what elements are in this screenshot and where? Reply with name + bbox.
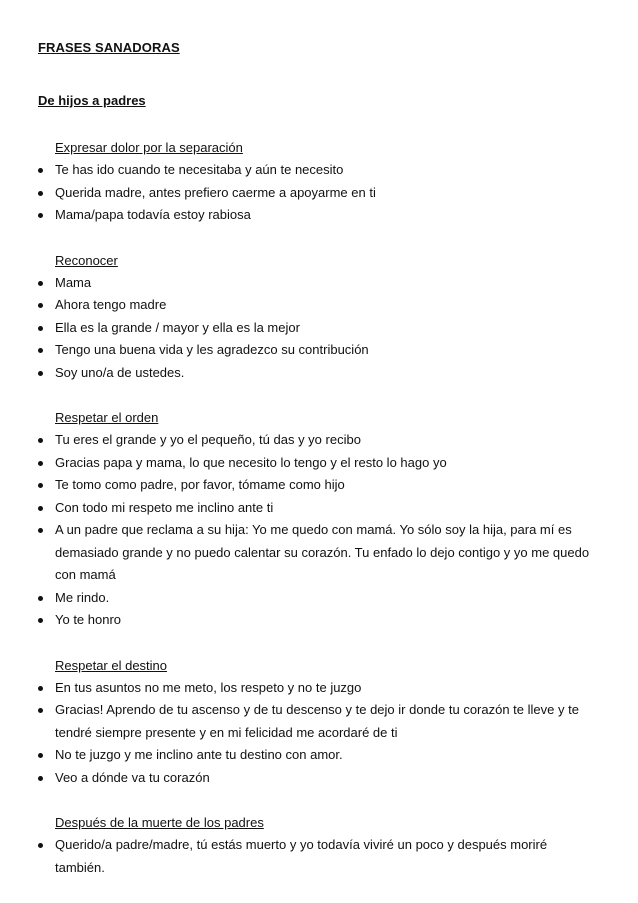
section-heading: Respetar el orden xyxy=(55,410,159,425)
bullet-icon xyxy=(38,776,43,781)
list-item-text: En tus asuntos no me meto, los respeto y no te juzgo xyxy=(55,679,362,695)
list-item xyxy=(38,587,598,610)
phrase-list xyxy=(38,159,598,227)
section-heading: Respetar el destino xyxy=(55,657,168,673)
list-item-text: Gracias! Aprendo de tu ascenso y de tu descenso y te dejo ir donde tu corazón te lleve y te tendré siempre presente y en mi felicidad me acordaré de ti xyxy=(55,702,579,740)
section-heading: Reconocer xyxy=(55,252,118,268)
list-item xyxy=(38,182,598,205)
list-item xyxy=(38,834,598,879)
list-item-text: Te tomo como padre, por favor, tómame como hijo xyxy=(55,477,345,492)
list-item xyxy=(38,272,598,295)
section-heading: Después de la muerte de los padres xyxy=(55,815,264,830)
list-item-text: Tu eres el grande y yo el pequeño, tú das y yo recibo xyxy=(55,432,361,447)
list-item-text: Tengo una buena vida y les agradezco su contribución xyxy=(55,342,369,357)
section-respetar-orden xyxy=(38,407,598,632)
section-heading: Expresar dolor por la separación xyxy=(55,140,243,155)
list-item xyxy=(38,609,598,632)
bullet-icon xyxy=(38,438,43,443)
list-item xyxy=(38,159,598,182)
list-item xyxy=(38,519,598,587)
bullet-icon xyxy=(38,191,43,196)
section-respetar-destino xyxy=(38,655,598,790)
list-item xyxy=(38,677,598,700)
phrase-list xyxy=(38,834,598,879)
bullet-icon xyxy=(38,506,43,511)
list-item-text: Mama xyxy=(55,274,92,290)
section-reconocer xyxy=(38,250,598,385)
list-item xyxy=(38,204,598,227)
list-item-text: A un padre que reclama a su hija: Yo me quedo con mamá. Yo sólo soy la hija, para mí es demasiado grande y no puedo calentar su corazón. Tu enfado lo dejo contigo y yo me quedo con mamá xyxy=(55,522,590,582)
list-item-text: Querida madre, antes prefiero caerme a apoyarme en ti xyxy=(55,184,376,200)
list-item-text: Te has ido cuando te necesitaba y aún te necesito xyxy=(55,162,344,177)
bullet-icon xyxy=(38,348,43,353)
list-item xyxy=(38,317,598,340)
bullet-icon xyxy=(38,618,43,623)
bullet-icon xyxy=(38,686,43,691)
document-title: FRASES SANADORAS xyxy=(38,40,180,55)
bullet-icon xyxy=(38,168,43,173)
list-item-text: Veo a dónde va tu corazón xyxy=(55,769,210,785)
bullet-icon xyxy=(38,708,43,713)
bullet-icon xyxy=(38,596,43,601)
bullet-icon xyxy=(38,371,43,376)
document-subtitle: De hijos a padres xyxy=(38,93,146,108)
bullet-icon xyxy=(38,528,43,533)
bullet-icon xyxy=(38,483,43,488)
list-item xyxy=(38,294,598,317)
phrase-list xyxy=(38,272,598,385)
list-item xyxy=(38,497,598,520)
list-item-text: Querido/a padre/madre, tú estás muerto y yo todavía viviré un poco y después moriré también. xyxy=(55,837,548,875)
list-item xyxy=(38,767,598,790)
bullet-icon xyxy=(38,461,43,466)
list-item-text: Ahora tengo madre xyxy=(55,297,167,312)
bullet-icon xyxy=(38,326,43,331)
list-item xyxy=(38,452,598,475)
section-expresar-dolor xyxy=(38,137,598,227)
list-item-text: No te juzgo y me inclino ante tu destino con amor. xyxy=(55,747,343,762)
list-item xyxy=(38,474,598,497)
phrase-list xyxy=(38,677,598,790)
bullet-icon xyxy=(38,213,43,218)
list-item xyxy=(38,429,598,452)
bullet-icon xyxy=(38,303,43,308)
bullet-icon xyxy=(38,281,43,286)
list-item xyxy=(38,339,598,362)
bullet-icon xyxy=(38,843,43,848)
section-muerte-padres xyxy=(38,812,598,879)
list-item xyxy=(38,744,598,767)
list-item xyxy=(38,699,598,744)
bullet-icon xyxy=(38,753,43,758)
phrase-list xyxy=(38,429,598,632)
list-item-text: Me rindo. xyxy=(55,589,110,605)
list-item-text: Soy uno/a de ustedes. xyxy=(55,364,185,380)
list-item-text: Con todo mi respeto me inclino ante ti xyxy=(55,499,274,515)
list-item-text: Mama/papa todavía estoy rabiosa xyxy=(55,207,251,222)
list-item-text: Ella es la grande / mayor y ella es la mejor xyxy=(55,319,300,335)
list-item xyxy=(38,362,598,385)
list-item-text: Gracias papa y mama, lo que necesito lo tengo y el resto lo hago yo xyxy=(55,454,447,470)
list-item-text: Yo te honro xyxy=(55,612,122,627)
